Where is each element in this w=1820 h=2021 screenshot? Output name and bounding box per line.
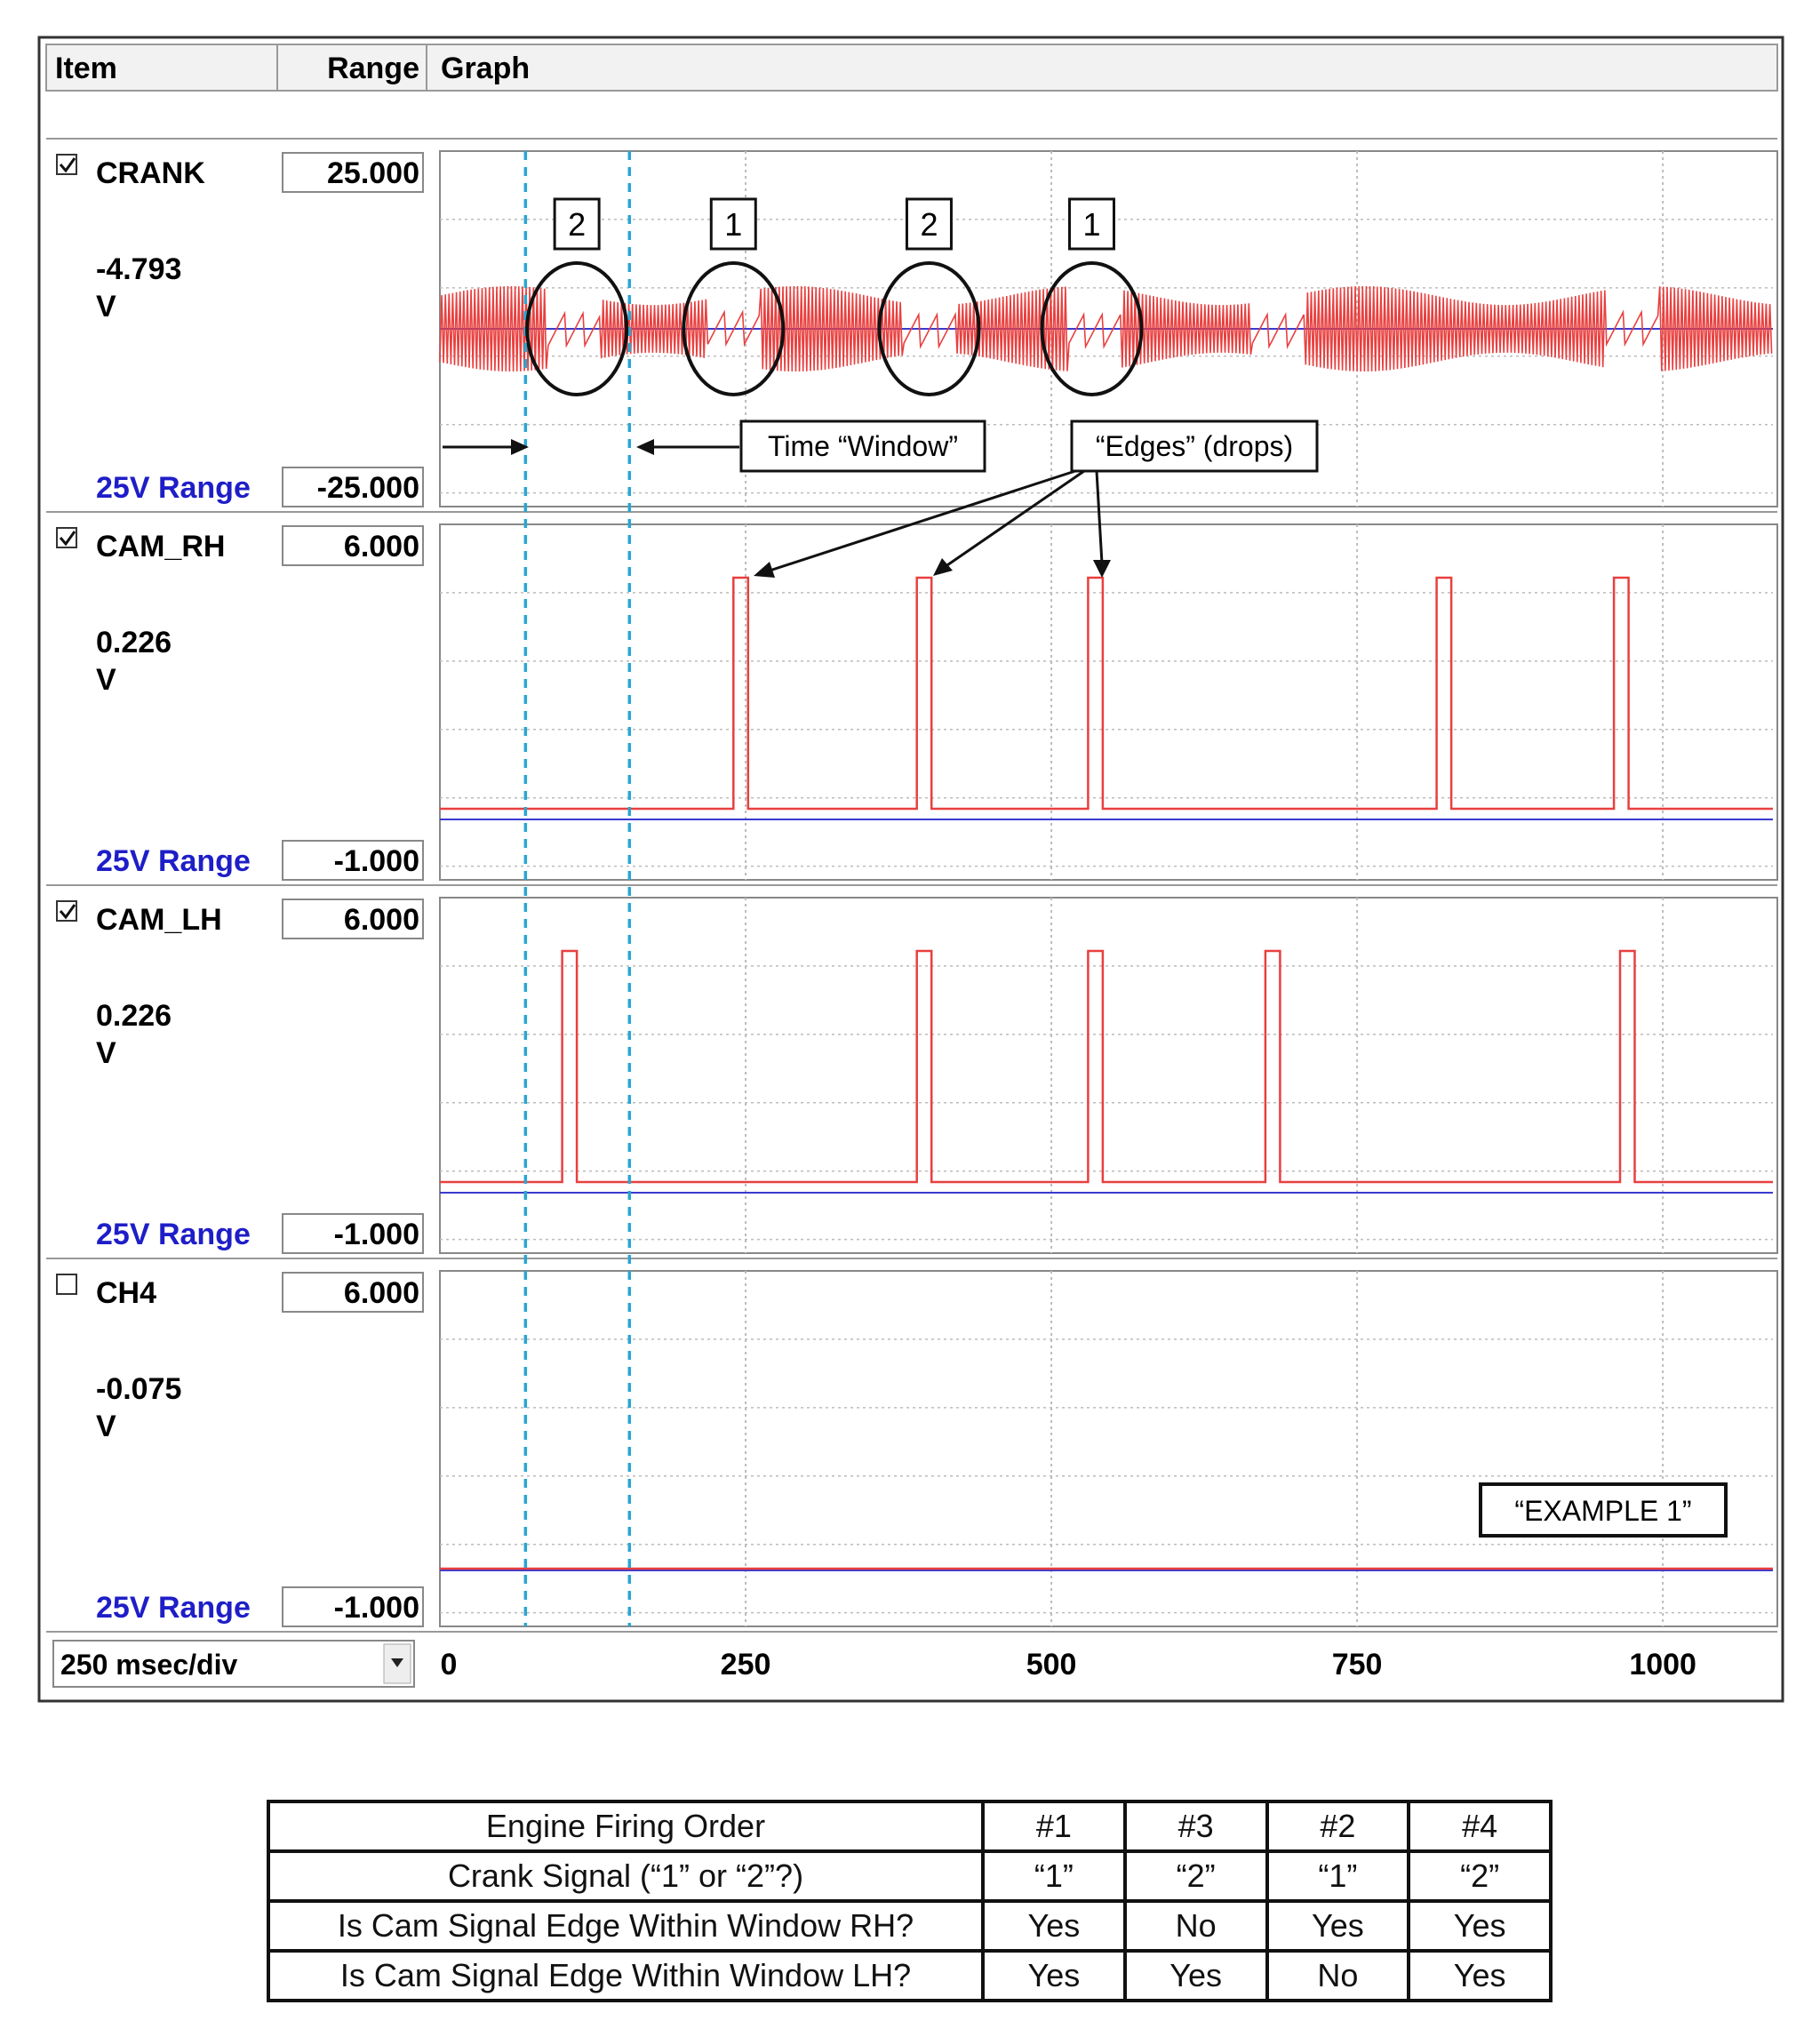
crank-marker-number: 1 [724, 206, 743, 243]
example-label: “EXAMPLE 1” [1514, 1495, 1692, 1527]
table-cell: Yes [983, 1901, 1125, 1951]
table-cell: #4 [1409, 1801, 1551, 1851]
range-min-value: -1.000 [333, 844, 419, 878]
range-min-value: -1.000 [333, 1591, 419, 1625]
range-min-field[interactable] [283, 1214, 423, 1253]
table-cell: No [1125, 1901, 1267, 1951]
table-cell: #2 [1267, 1801, 1409, 1851]
range-min-field[interactable] [283, 841, 423, 880]
header-item: Item [55, 52, 117, 85]
table-row [268, 1801, 1551, 1851]
crank-marker-number: 2 [920, 206, 938, 243]
timebase-select[interactable] [53, 1641, 414, 1687]
crank-marker [1069, 199, 1114, 249]
table-cell: “2” [1409, 1851, 1551, 1901]
x-tick-label: 0 [440, 1648, 458, 1682]
channel-unit: V [96, 663, 116, 697]
column-header [46, 44, 1777, 91]
channel-checkbox[interactable] [57, 155, 76, 174]
table-cell: #3 [1125, 1801, 1267, 1851]
range-label[interactable]: 25V Range [96, 1591, 251, 1625]
table-row-label: Is Cam Signal Edge Within Window LH? [268, 1951, 983, 2001]
channel-checkbox[interactable] [57, 901, 76, 921]
table-cell: Yes [1409, 1951, 1551, 2001]
crank-marker-number: 1 [1082, 206, 1101, 243]
example-callout [1481, 1484, 1726, 1536]
channel-checkbox[interactable] [57, 1274, 76, 1294]
table-cell: “1” [983, 1851, 1125, 1901]
table-row-label: Crank Signal (“1” or “2”?) [268, 1851, 983, 1901]
channel-checkbox[interactable] [57, 528, 76, 547]
table-cell: Yes [1267, 1901, 1409, 1951]
range-label[interactable]: 25V Range [96, 1218, 251, 1251]
crank-marker [711, 199, 755, 249]
channel-value: 0.226 [96, 999, 172, 1033]
range-max-field[interactable] [283, 526, 423, 565]
table-cell: Yes [983, 1951, 1125, 2001]
range-label[interactable]: 25V Range [96, 844, 251, 878]
range-max-value: 6.000 [343, 1276, 419, 1310]
channel-name: CAM_LH [96, 903, 222, 937]
crank-marker-number: 2 [568, 206, 587, 243]
channel-name: CAM_RH [96, 530, 226, 563]
range-min-field[interactable] [283, 467, 423, 507]
channel-unit: V [96, 290, 116, 324]
channel-unit: V [96, 1410, 116, 1443]
range-max-field[interactable] [283, 899, 423, 939]
table-row-label: Engine Firing Order [268, 1801, 983, 1851]
crank-marker [906, 199, 951, 249]
table-cell: Yes [1409, 1901, 1551, 1951]
range-max-value: 6.000 [343, 530, 419, 563]
range-min-value: -1.000 [333, 1218, 419, 1251]
header-graph: Graph [441, 52, 531, 85]
table-row-label: Is Cam Signal Edge Within Window RH? [268, 1901, 983, 1951]
table-row [268, 1951, 1551, 2001]
channel-name: CH4 [96, 1276, 157, 1310]
table-row [268, 1901, 1551, 1951]
crank-marker [555, 199, 599, 249]
x-tick-label: 750 [1331, 1648, 1383, 1682]
x-tick-label: 500 [1026, 1648, 1077, 1682]
range-min-field[interactable] [283, 1587, 423, 1626]
range-label[interactable]: 25V Range [96, 471, 251, 505]
table-cell: “1” [1267, 1851, 1409, 1901]
table-cell: Yes [1125, 1951, 1267, 2001]
time-window-label: Time “Window” [768, 430, 958, 462]
range-min-value: -25.000 [316, 471, 419, 505]
x-tick-label: 250 [720, 1648, 771, 1682]
range-max-field[interactable] [283, 1273, 423, 1312]
channel-value: -0.075 [96, 1372, 182, 1406]
header-range: Range [327, 52, 419, 85]
channel-name: CRANK [96, 156, 205, 190]
channel-value: -4.793 [96, 252, 182, 286]
range-max-field[interactable] [283, 153, 423, 192]
channel-value: 0.226 [96, 626, 172, 659]
table-row [268, 1851, 1551, 1901]
table-cell: “2” [1125, 1851, 1267, 1901]
channel-unit: V [96, 1036, 116, 1070]
edges-label: “Edges” (drops) [1095, 430, 1294, 462]
x-tick-label: 1000 [1629, 1648, 1696, 1682]
table-cell: No [1267, 1951, 1409, 2001]
table-cell: #1 [983, 1801, 1125, 1851]
range-max-value: 25.000 [327, 156, 419, 190]
range-max-value: 6.000 [343, 903, 419, 937]
timebase-value: 250 msec/div [60, 1649, 238, 1681]
firing-order-table [267, 1800, 1553, 2002]
